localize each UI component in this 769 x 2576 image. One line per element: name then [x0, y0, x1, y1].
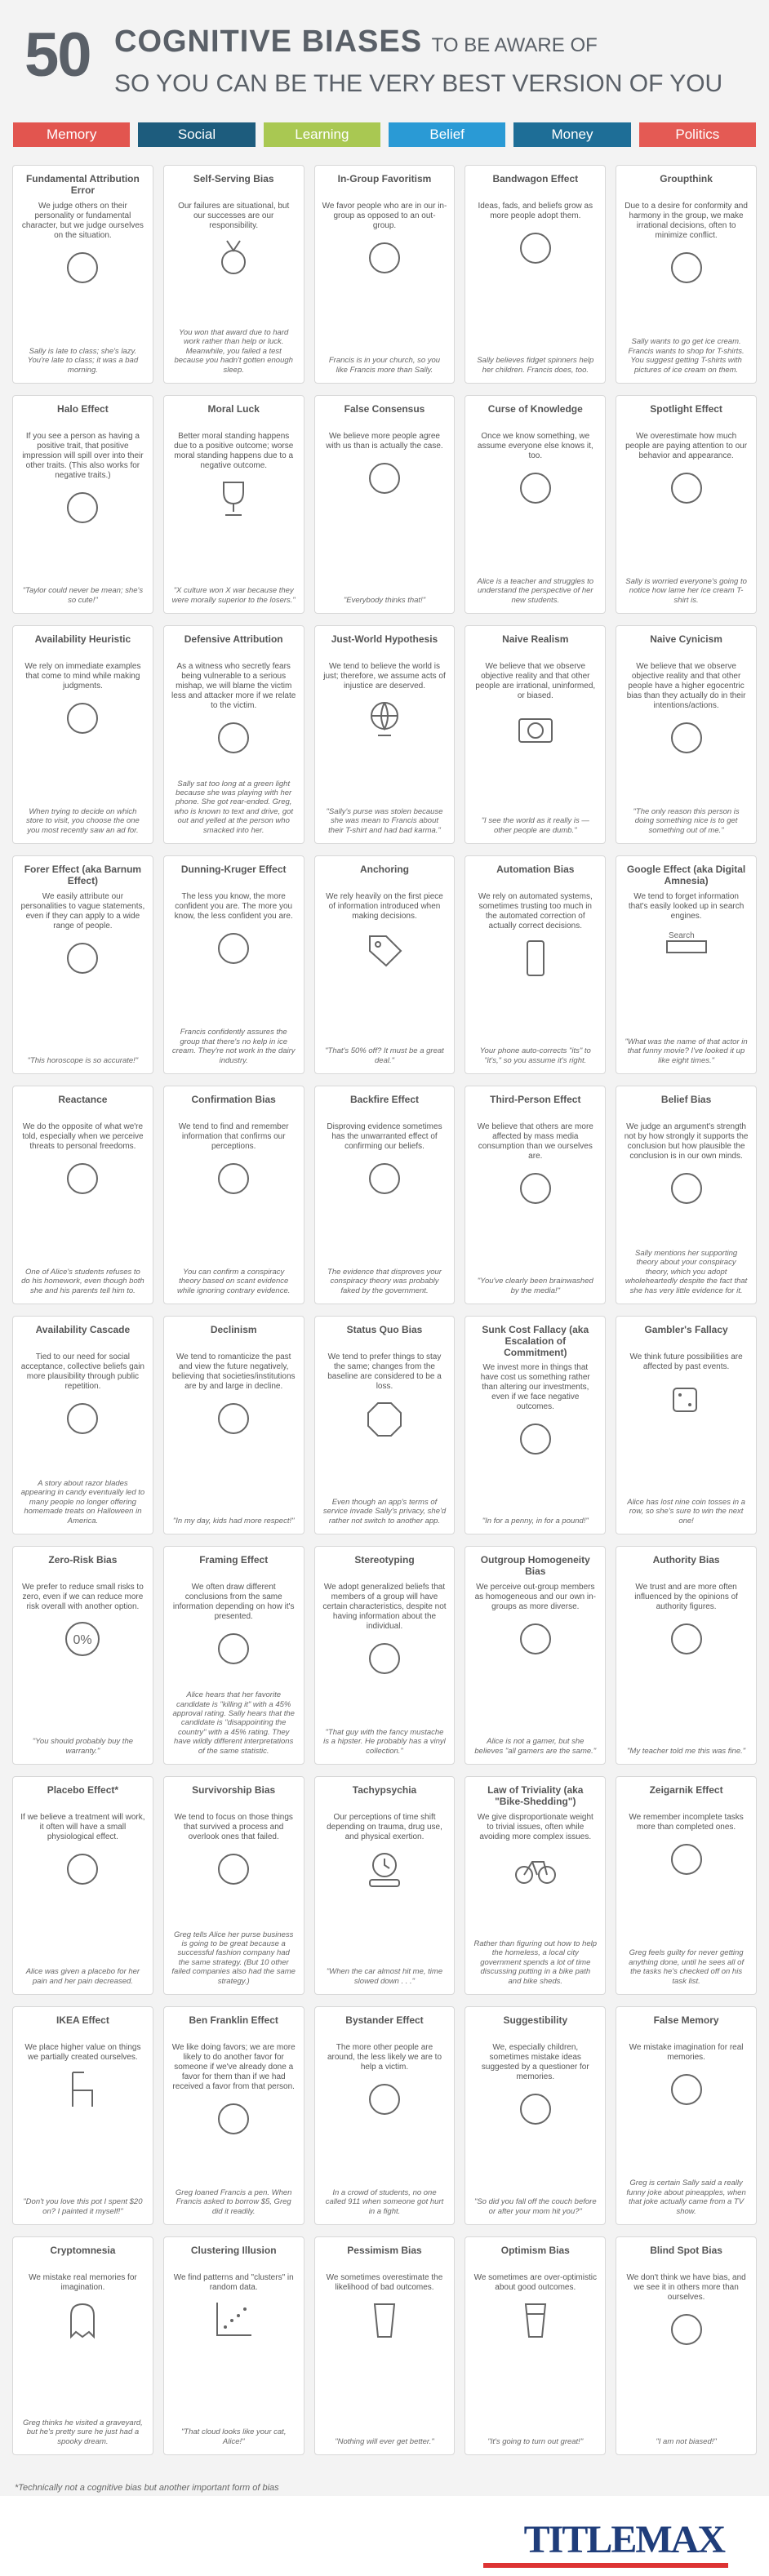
bias-description: We don't think we have bias, and we see it in others more than ourselves.	[626, 2273, 746, 2302]
bias-example: Rather than figuring out how to help the homeless, a local city government spends a lot of time discussing putting in a bike path and bike sheds.	[473, 1939, 598, 1986]
thinking-person-icon	[664, 1168, 709, 1209]
knight-icon	[211, 1398, 256, 1439]
bias-name: Zero-Risk Bias	[48, 1554, 118, 1566]
bias-description: Due to a desire for conformity and harmony in the group, we make irrational decisions, often to minimize conflict.	[625, 202, 748, 240]
bias-card	[465, 1776, 606, 1995]
bias-name: Moral Luck	[207, 403, 260, 415]
bias-example: "In my day, kids had more respect!"	[172, 1516, 295, 1526]
bias-card	[465, 395, 606, 614]
thought-bubble-icon	[60, 698, 105, 739]
bias-card	[314, 395, 456, 614]
bias-card	[616, 395, 757, 614]
bias-name: Confirmation Bias	[191, 1094, 276, 1105]
bias-description: As a witness who secretly fears being vulnerable to a serious mishap, we will blame the victim less and attacker more if we relate to the victim.	[171, 662, 296, 710]
bias-example: Francis is in your church, so you like Francis more than Sally.	[328, 356, 441, 375]
gnome-icon	[60, 1158, 105, 1199]
bias-description: Our failures are situational, but our successes are our responsibility.	[178, 202, 290, 230]
bias-description: We favor people who are in our in-group as opposed to an out-group.	[322, 202, 447, 230]
chair-icon	[60, 2069, 105, 2110]
bias-description: We like doing favors; we are more likely to do another favor for someone if we've already done a favor for them than if we had received a favor from that person.	[171, 2043, 296, 2091]
clock-car-icon	[362, 1849, 407, 1890]
price-tag-icon	[362, 928, 407, 969]
bias-card	[12, 1086, 153, 1304]
bias-row	[12, 1776, 757, 1995]
bias-example: "That guy with the fancy mustache is a hipster. He probably has a vinyl collection."	[323, 1727, 446, 1756]
shirt-icon	[664, 247, 709, 288]
bias-example: You won that award due to hard work rather than help or luck. Meanwhile, you failed a test because you hadn't gotten enough sleep.	[174, 328, 293, 375]
bias-card	[465, 165, 606, 384]
bias-description: We believe more people agree with us than is actually the case.	[326, 432, 443, 451]
bias-example: "This horoscope is so accurate!"	[27, 1055, 139, 1065]
bias-name: Groupthink	[660, 173, 713, 184]
bias-example: Greg tells Alice her purse business is going to be great because a successful fashion company had the same strategy. (But 10 other failed companies also had the same strategy.)	[171, 1930, 296, 1986]
bias-example: You can confirm a conspiracy theory based on scant evidence while ignoring contrary evidence.	[177, 1267, 291, 1295]
bias-name: Naive Realism	[502, 633, 569, 645]
bias-card	[314, 1546, 456, 1765]
bias-card	[163, 855, 304, 1074]
bias-example: "Don't you love this pot I spent $20 on? I painted it myself!"	[23, 2197, 143, 2216]
crowd-icon	[362, 458, 407, 499]
tab-politics[interactable]: Politics	[639, 122, 756, 147]
bias-name: Tachypsychia	[352, 1784, 417, 1796]
camera-icon	[513, 708, 558, 748]
bias-example: The evidence that disproves your conspiracy theory was probably faked by the government.	[327, 1267, 442, 1295]
bias-card	[163, 165, 304, 384]
bias-example: "It's going to turn out great!"	[487, 2436, 584, 2446]
bias-example: Sally wants to go get ice cream. Francis wants to shop for T-shirts. You suggest getting T-shirts with pictures of ice cream on them.	[628, 337, 745, 375]
bias-card	[314, 2236, 456, 2455]
bias-name: False Memory	[653, 2014, 719, 2026]
bias-name: Stereotyping	[354, 1554, 415, 1566]
category-tabs	[13, 122, 756, 147]
bias-example: Sally believes fidget spinners help her children. Francis does, too.	[477, 356, 594, 375]
bias-card	[314, 625, 456, 844]
bias-description: The more other people are around, the less likely we are to help a victim.	[327, 2043, 442, 2072]
bias-name: Cryptomnesia	[50, 2245, 116, 2256]
bias-example: "You've clearly been brainwashed by the media!"	[477, 1277, 593, 1295]
bias-row	[12, 625, 757, 844]
tab-social[interactable]: Social	[138, 122, 255, 147]
empty-glass-icon	[362, 2299, 407, 2340]
bias-name: IKEA Effect	[56, 2014, 109, 2026]
tab-money[interactable]: Money	[513, 122, 630, 147]
pen-hand-icon	[211, 2099, 256, 2139]
speech-bubbles-icon	[60, 1398, 105, 1439]
bias-description: We overestimate how much people are paying attention to our behavior and appearance.	[625, 432, 748, 460]
header	[0, 0, 769, 106]
bias-name: Framing Effect	[199, 1554, 269, 1566]
bias-card	[616, 1086, 757, 1304]
bias-description: We rely heavily on the first piece of information introduced when making decisions.	[326, 892, 443, 921]
bias-name: Status Quo Bias	[346, 1324, 423, 1335]
phone-person-icon	[211, 717, 256, 758]
bias-example: Your phone auto-corrects "its" to "it's," so you assume it's right.	[479, 1046, 591, 1065]
bias-example: In a crowd of students, no one called 911 when someone got hurt in a fight.	[325, 2187, 444, 2216]
bias-row	[12, 1316, 757, 1534]
bias-name: Survivorship Bias	[192, 1784, 276, 1796]
bias-description: We give disproportionate weight to trivial issues, often while avoiding more complex issues.	[477, 1813, 593, 1841]
bias-card	[465, 2236, 606, 2455]
bias-example: When trying to decide on which store to visit, you choose the one you most recently saw an ad for.	[25, 806, 140, 835]
bias-card	[314, 1086, 456, 1304]
bias-description: Ideas, fads, and beliefs grow as more people adopt them.	[478, 202, 593, 220]
bias-description: We tend to forget information that's easily looked up in search engines.	[628, 892, 745, 921]
bias-card	[12, 165, 153, 384]
bias-name: Ben Franklin Effect	[189, 2014, 278, 2026]
bias-card	[314, 2006, 456, 2225]
bias-name: Bandwagon Effect	[492, 173, 579, 184]
zero-percent-icon	[60, 1619, 105, 1659]
zodiac-icon	[60, 938, 105, 979]
bicycle-icon	[513, 1849, 558, 1890]
bias-name: Blind Spot Bias	[650, 2245, 722, 2256]
bias-description: Tied to our need for social acceptance, collective beliefs gain more plausibility through public repetition.	[20, 1352, 144, 1391]
dice-icon	[664, 1379, 709, 1419]
bias-card	[465, 1086, 606, 1304]
bias-card	[163, 2236, 304, 2455]
bias-description: We find patterns and "clusters" in random data.	[173, 2273, 294, 2292]
page-subtitle: SO YOU CAN BE THE VERY BEST VERSION OF YOU	[114, 70, 723, 97]
bias-name: Forer Effect (aka Barnum Effect)	[24, 864, 142, 886]
bias-card	[314, 165, 456, 384]
bias-description: We place higher value on things we partially created ourselves.	[24, 2043, 141, 2062]
logo-underline	[483, 2563, 728, 2568]
bias-card	[12, 1776, 153, 1995]
group-icon	[362, 238, 407, 278]
spinner-icon	[513, 228, 558, 269]
bias-name: Declinism	[210, 1324, 257, 1335]
bias-description: We tend to romanticize the past and view the future negatively, believing that societies/institutions are by and large in decline.	[171, 1352, 296, 1391]
bias-name: Pessimism Bias	[347, 2245, 422, 2256]
titlemax-logo: TITLEMAX	[523, 2518, 724, 2561]
bias-row	[12, 395, 757, 614]
bias-description: We tend to believe the world is just; therefore, we assume acts of injustice are deserved.	[323, 662, 446, 691]
trophy-icon	[211, 477, 256, 518]
bias-name: Clustering Illusion	[190, 2245, 277, 2256]
bias-description: We, especially children, sometimes mistake ideas suggested by a questioner for memories.	[481, 2043, 589, 2081]
angel-icon	[60, 487, 105, 528]
documents-icon	[211, 1158, 256, 1199]
bias-example: Greg is certain Sally said a really funny joke about pineapples, when that joke actually came from a TV show.	[626, 2178, 746, 2216]
medal-icon	[211, 238, 256, 278]
bias-description: If we believe a treatment will work, it often will have a small physiological effect.	[20, 1813, 145, 1841]
bias-row	[12, 1546, 757, 1765]
bias-row	[12, 1086, 757, 1304]
bias-example: "That's 50% off? It must be a great deal."	[325, 1046, 444, 1065]
bias-example: "Nothing will ever get better."	[335, 2436, 434, 2446]
bias-card	[12, 625, 153, 844]
bias-name: Curse of Knowledge	[487, 403, 583, 415]
bias-card	[314, 855, 456, 1074]
bias-card	[465, 1316, 606, 1534]
bias-description: We trust and are more often influenced by the opinions of authority figures.	[634, 1583, 738, 1611]
bias-example: "So did you fall off the couch before or after your mom hit you?"	[473, 2197, 597, 2216]
bias-description: We easily attribute our personalities to vague statements, even if they can apply to a wide range of people.	[20, 892, 145, 930]
dunce-icon	[211, 928, 256, 969]
bias-card	[616, 625, 757, 844]
bias-description: We believe that we observe objective reality and that other people have a higher egocentric bias than they actually do in their intentions/actions.	[626, 662, 746, 710]
kids-icon	[513, 2089, 558, 2130]
tab-memory[interactable]: Memory	[13, 122, 130, 147]
bias-name: Suggestibility	[503, 2014, 568, 2026]
title-small: TO BE AWARE OF	[431, 34, 598, 56]
bias-description: We tend to find and remember information that confirms our perceptions.	[178, 1122, 289, 1151]
bias-example: Sally mentions her supporting theory about your conspiracy theory, which you adopt wholeheartedly despite the fact that she has very little evidence for it.	[625, 1249, 748, 1295]
bias-example: One of Alice's students refuses to do his homework, even though both she and his parents tell him to.	[21, 1267, 144, 1295]
full-glass-icon	[513, 2299, 558, 2340]
tv-icon	[513, 1168, 558, 1209]
bias-example: Francis confidently assures the group that there's no kelp in ice cream. They're not work in the dairy industry.	[171, 1028, 296, 1065]
page-title	[114, 24, 598, 60]
bias-card	[616, 2236, 757, 2455]
bias-card	[465, 625, 606, 844]
bias-card	[465, 1546, 606, 1765]
bias-card	[12, 1546, 153, 1765]
mustache-icon	[362, 1638, 407, 1679]
bias-description: If you see a person as having a positive trait, that positive impression will spill over into their other traits. (This also works for negative traits.)	[22, 432, 144, 480]
bias-name: Reactance	[58, 1094, 108, 1105]
bias-example: Alice has lost nine coin tosses in a row, so she's sure to win the next one!	[627, 1497, 745, 1526]
bias-row	[12, 165, 757, 384]
bias-name: Availability Cascade	[35, 1324, 131, 1335]
bias-description: We believe that we observe objective reality and that other people are irrational, uninformed, or biased.	[475, 662, 596, 700]
bias-example: Sally sat too long at a green light because she was playing with her phone. She got rear-ended. Greg, who is known to text and drive, got out and yelled at the person who smacked into her.	[174, 779, 294, 835]
bias-name: Automation Bias	[496, 864, 575, 875]
bias-name: Authority Bias	[652, 1554, 720, 1566]
mountain-icon	[211, 1849, 256, 1890]
bias-row	[12, 2236, 757, 2455]
bias-card	[314, 1776, 456, 1995]
pineapple-icon	[664, 2069, 709, 2110]
bias-example: Alice was given a placebo for her pain and her pain decreased.	[25, 1967, 140, 1986]
bias-card	[163, 1316, 304, 1534]
bias-example: "Everybody thinks that!"	[343, 595, 426, 605]
globe-icon	[362, 698, 407, 739]
bias-card	[163, 1546, 304, 1765]
pill-icon	[60, 1849, 105, 1890]
bias-name: Zeigarnik Effect	[649, 1784, 723, 1796]
bias-example: "Sally's purse was stolen because she was mean to Francis about their T-shirt and had bad karma."	[326, 806, 443, 835]
bias-example: "When the car almost hit me, time slowed down . . ."	[326, 1967, 443, 1986]
stop-sign-icon	[362, 1398, 407, 1439]
bias-description: The less you know, the more confident you are. The more you know, the less confident you are.	[174, 892, 293, 921]
bias-card	[12, 2006, 153, 2225]
bias-name: Halo Effect	[57, 403, 109, 415]
bias-description: We rely on automated systems, sometimes trusting too much in the automated correction of actually correct decisions.	[478, 892, 593, 930]
bias-description: We tend to prefer things to stay the same; changes from the baseline are considered to be a loss.	[327, 1352, 442, 1391]
bias-name: Gambler's Fallacy	[644, 1324, 728, 1335]
bias-description: We remember incomplete tasks more than completed ones.	[629, 1813, 744, 1832]
bias-name: Sunk Cost Fallacy (aka Escalation of Commitment)	[482, 1324, 589, 1358]
picture-frame-icon	[211, 1628, 256, 1669]
bias-name: Belief Bias	[660, 1094, 712, 1105]
people-icon	[513, 1619, 558, 1659]
flat-earth-icon	[362, 1158, 407, 1199]
bias-example: A story about razor blades appearing in candy eventually led to many people no longer offering homemade treats on Halloween in America.	[20, 1479, 145, 1526]
bias-example: Alice is a teacher and struggles to understand the perspective of her new students.	[477, 576, 594, 605]
bias-name: Availability Heuristic	[34, 633, 131, 645]
bias-example: Greg loaned Francis a pen. When Francis asked to borrow $5, Greg did it readily.	[175, 2187, 292, 2216]
bias-description: We mistake imagination for real memories.	[629, 2043, 744, 2062]
bias-card	[465, 855, 606, 1074]
trash-can-icon	[513, 1419, 558, 1459]
bias-name: Anchoring	[359, 864, 409, 875]
bias-card	[163, 395, 304, 614]
bias-example: Sally is late to class; she's lazy. You're late to class; it was a bad morning.	[27, 346, 139, 375]
bias-description: We tend to focus on those things that survived a process and overlook ones that failed.	[174, 1813, 293, 1841]
bias-name: Optimism Bias	[500, 2245, 570, 2256]
bias-name: Third-Person Effect	[490, 1094, 581, 1105]
bias-card	[616, 1546, 757, 1765]
bias-name: Naive Cynicism	[650, 633, 722, 645]
bias-example: "My teacher told me this was fine."	[627, 1746, 746, 1756]
bias-name: Defensive Attribution	[184, 633, 283, 645]
bias-example: "That cloud looks like your cat, Alice!"	[180, 2427, 287, 2446]
bias-card	[163, 1086, 304, 1304]
bias-card	[163, 1776, 304, 1995]
tab-learning[interactable]: Learning	[264, 122, 380, 147]
bias-name: Spotlight Effect	[650, 403, 722, 415]
bias-card	[12, 2236, 153, 2455]
tab-belief[interactable]: Belief	[389, 122, 505, 147]
bias-card	[163, 2006, 304, 2225]
bias-example: "I am not biased!"	[656, 2436, 717, 2446]
bias-name: Law of Triviality (aka "Bike-Shedding")	[487, 1784, 584, 1807]
bias-description: Our perceptions of time shift depending on trauma, drug use, and physical exertion.	[327, 1813, 442, 1841]
bias-row	[12, 2006, 757, 2225]
bias-card	[616, 165, 757, 384]
bias-name: Backfire Effect	[349, 1094, 420, 1105]
search-box-icon	[664, 928, 709, 969]
bias-card	[616, 855, 757, 1074]
bias-description: We often draw different conclusions from the same information depending on how it's presented.	[172, 1583, 295, 1621]
bias-description: We rely on immediate examples that come to mind while making judgments.	[24, 662, 141, 691]
bias-card	[314, 1316, 456, 1534]
bias-example: "The only reason this person is doing something nice is to get something out of me."	[633, 806, 740, 835]
bias-description: We prefer to reduce small risks to zero, even if we can reduce more risk overall with another option.	[22, 1583, 144, 1611]
bias-example: Alice is not a gamer, but she believes "all gamers are the same."	[474, 1737, 597, 1756]
checklist-icon	[664, 1839, 709, 1880]
bias-description: We judge others on their personality or fundamental character, but we judge ourselves on the situation.	[21, 202, 144, 240]
bias-example: "You should probably buy the warranty."	[32, 1737, 134, 1756]
svg-text:Search: Search	[668, 931, 695, 940]
bias-name: Dunning-Kruger Effect	[180, 864, 287, 875]
bias-card	[12, 395, 153, 614]
bias-grid	[12, 165, 757, 2467]
bias-row	[12, 855, 757, 1074]
face-icon	[60, 247, 105, 288]
bias-example: Greg thinks he visited a graveyard, but he's pretty sure he just had a spooky dream.	[23, 2418, 143, 2446]
bias-description: We adopt generalized beliefs that members of a group will have certain characteristics, despite not having information about the individual.	[322, 1583, 447, 1631]
bias-description: Once we know something, we assume everyone else knows it, too.	[477, 432, 593, 460]
title-big: COGNITIVE BIASES	[114, 24, 423, 59]
bias-name: Outgroup Homogeneity Bias	[480, 1554, 590, 1577]
ghost-icon	[60, 2299, 105, 2340]
footnote: *Technically not a cognitive bias but another important form of bias	[15, 2483, 279, 2493]
smartphone-icon	[513, 938, 558, 979]
bias-name: Placebo Effect*	[47, 1784, 119, 1796]
bias-card	[616, 1776, 757, 1995]
bias-example: "What was the name of that actor in that funny movie? I've looked it up like eight times."	[625, 1037, 748, 1065]
bias-example: Greg feels guilty for never getting anything done, until he sees all of the tasks he's checked off on his task list.	[629, 1948, 745, 1986]
bias-name: Self-Serving Bias	[193, 173, 274, 184]
bias-name: Bystander Effect	[345, 2014, 424, 2026]
bias-card	[163, 625, 304, 844]
bias-description: We sometimes overestimate the likelihood of bad outcomes.	[326, 2273, 443, 2292]
bias-example: Alice hears that her favorite candidate is "killing it" with a 45% approval rating. Sally hears that the candidate is "disappointing the country" with a 45% rating. They have wildly different interpretations of the same statistic.	[172, 1690, 295, 1756]
bias-description: Disproving evidence sometimes has the unwarranted effect of confirming our beliefs.	[327, 1122, 442, 1151]
bias-description: We invest more in things that have cost us something rather than altering our investments, even if we face negative outcomes.	[480, 1363, 590, 1412]
bias-description: We think future possibilities are affected by past events.	[629, 1352, 743, 1371]
bias-card	[616, 2006, 757, 2225]
scatter-plot-icon	[211, 2299, 256, 2340]
gift-icon	[664, 717, 709, 758]
bias-name: Google Effect (aka Digital Amnesia)	[626, 864, 746, 886]
bias-name: In-Group Favoritism	[337, 173, 432, 184]
apple-icon	[513, 468, 558, 509]
bias-name: Just-World Hypothesis	[331, 633, 438, 645]
bias-card	[616, 1316, 757, 1534]
bias-name: False Consensus	[344, 403, 425, 415]
bias-card	[465, 2006, 606, 2225]
bias-example: Sally is worried everyone's going to notice how lame her ice cream T-shirt is.	[625, 576, 747, 605]
bias-description: Better moral standing happens due to a positive outcome; worse moral standing happens due to a negative outcome.	[174, 432, 294, 470]
blindfold-icon	[664, 2309, 709, 2350]
footer	[0, 2496, 769, 2576]
bias-description: We do the opposite of what we're told, especially when we perceive threats to personal freedoms.	[22, 1122, 144, 1151]
bias-description: We believe that others are more affected by mass media consumption than we ourselves are.	[477, 1122, 593, 1161]
bias-name: Fundamental Attribution Error	[25, 173, 140, 196]
bias-example: "X culture won X war because they were morally superior to the losers."	[171, 586, 296, 605]
bias-card	[12, 1316, 153, 1534]
bias-example: "In for a penny, in for a pound!"	[482, 1516, 589, 1526]
bias-description: We sometimes are over-optimistic about good outcomes.	[473, 2273, 597, 2292]
svg-text:0%: 0%	[73, 1633, 92, 1647]
bias-description: We perceive out-group members as homogeneous and our own in-groups as more diverse.	[474, 1583, 596, 1611]
bias-card	[12, 855, 153, 1074]
bias-description: We judge an argument's strength not by how strongly it supports the conclusion but how plausible the conclusion is in our own minds.	[624, 1122, 749, 1161]
bias-example: "Taylor could never be mean; she's so cute!"	[22, 586, 144, 605]
header-number: 50	[24, 20, 91, 90]
bias-example: Even though an app's terms of service invade Sally's privacy, she'd rather not switch to another app.	[322, 1497, 447, 1526]
spotlight-icon	[664, 468, 709, 509]
ambulance-icon	[362, 2079, 407, 2120]
bias-description: We mistake real memories for imagination.	[29, 2273, 137, 2292]
authority-icon	[664, 1619, 709, 1659]
bias-example: "I see the world as it really is — other people are dumb."	[481, 816, 589, 835]
